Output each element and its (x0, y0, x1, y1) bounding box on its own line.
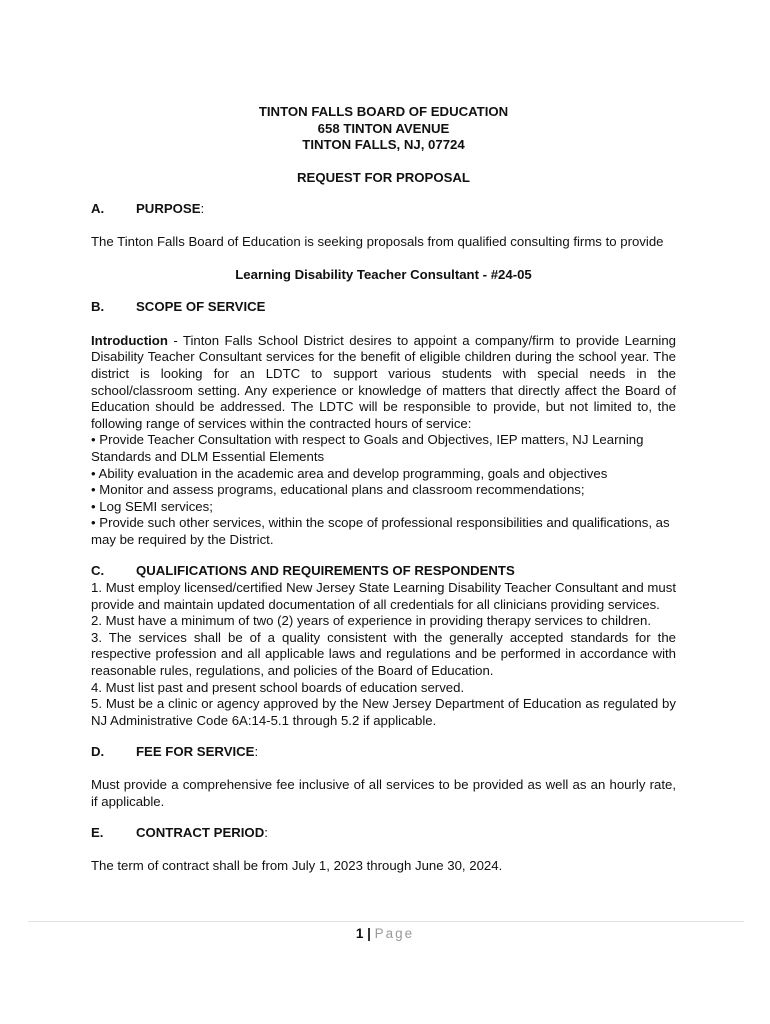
section-c-letter: C. (91, 563, 105, 579)
document-page (91, 104, 676, 874)
list-item: 3. The services shall be of a quality consistent with the generally accepted standards for the respective profession and all applicable laws and regulations and be performed in accordance with reasonable rules, regulations, and policies of the Board of Education. (91, 629, 676, 679)
document-title: REQUEST FOR PROPOSAL (297, 169, 470, 185)
section-b-title: SCOPE OF SERVICE (136, 299, 266, 315)
section-e-title: CONTRACT PERIOD (136, 825, 265, 841)
section-e-letter: E. (91, 825, 104, 841)
section-d-letter: D. (91, 744, 105, 760)
section-e-body: The term of contract shall be from July 1, 2023 through June 30, 2024. (91, 857, 503, 873)
org-name: TINTON FALLS BOARD OF EDUCATION (258, 104, 509, 119)
section-e-heading (91, 825, 676, 842)
document-header (91, 104, 676, 154)
services-list (91, 432, 676, 548)
page-footer (0, 926, 770, 943)
list-item: • Provide such other services, within the scope of professional responsibilities and qualifications, as may be required by the District. (91, 515, 670, 547)
section-a-letter: A. (91, 201, 105, 217)
section-c-heading (91, 563, 676, 580)
list-item: • Monitor and assess programs, educational plans and classroom recommendations; (91, 482, 585, 498)
list-item: 4. Must list past and present school boards of education served. (91, 679, 465, 695)
section-a-heading (91, 201, 676, 218)
page-label: Page (374, 926, 415, 941)
intro-label: Introduction (91, 332, 168, 348)
section-e-colon: : (264, 825, 268, 841)
intro-text: - Tinton Falls School District desires to appoint a company/firm to provide Learning Disability Teacher Consultant services for the benefit of eligible children during the school year. The district is looking for an LDTC to support various students with special needs in the school/classroom setting. Any experience or knowledge of matters that directly affect the Board of Education should be addressed. The LDTC will be responsible to provide, but not limited to, the following range of services within the contracted hours of service: (91, 332, 676, 431)
section-a-body: The Tinton Falls Board of Education is seeking proposals from qualified consulting firms to provide (91, 233, 664, 249)
section-b-letter: B. (91, 299, 105, 315)
qualifications-list (91, 580, 676, 729)
section-d-colon: : (254, 744, 259, 760)
list-item: • Provide Teacher Consultation with respect to Goals and Objectives, IEP matters, NJ Learning Standards and DLM Essential Elements (91, 432, 644, 464)
section-d-title: FEE FOR SERVICE (136, 744, 255, 760)
org-city: TINTON FALLS, NJ, 07724 (302, 137, 465, 153)
page-separator: | (367, 926, 371, 941)
section-b-heading (91, 299, 676, 316)
list-item: 5. Must be a clinic or agency approved by the New Jersey Department of Education as regulated by NJ Administrative Code 6A:14-5.1 through 5.2 if applicable. (91, 696, 676, 728)
list-item: 2. Must have a minimum of two (2) years of experience in providing therapy services to children. (91, 613, 651, 629)
rfp-subject: Learning Disability Teacher Consultant - #24-05 (235, 266, 532, 282)
list-item: • Ability evaluation in the academic area and develop programming, goals and objectives (91, 465, 608, 481)
list-item: • Log SEMI services; (91, 498, 213, 514)
page-number: 1 (355, 926, 364, 941)
list-item: 1. Must employ licensed/certified New Jersey State Learning Disability Teacher Consultant and must provide and maintain updated documentation of all credentials for all clinicians providing services. (91, 580, 676, 612)
section-b-intro (91, 333, 676, 433)
footer-divider (28, 921, 744, 922)
org-street: 658 TINTON AVENUE (317, 120, 450, 136)
section-a-colon: : (200, 201, 205, 217)
section-c-title: QUALIFICATIONS AND REQUIREMENTS OF RESPONDENTS (136, 563, 515, 579)
section-a-title: PURPOSE (136, 201, 201, 217)
section-d-body: Must provide a comprehensive fee inclusive of all services to be provided as well as an hourly rate, if applicable. (91, 777, 676, 809)
section-d-heading (91, 744, 676, 761)
